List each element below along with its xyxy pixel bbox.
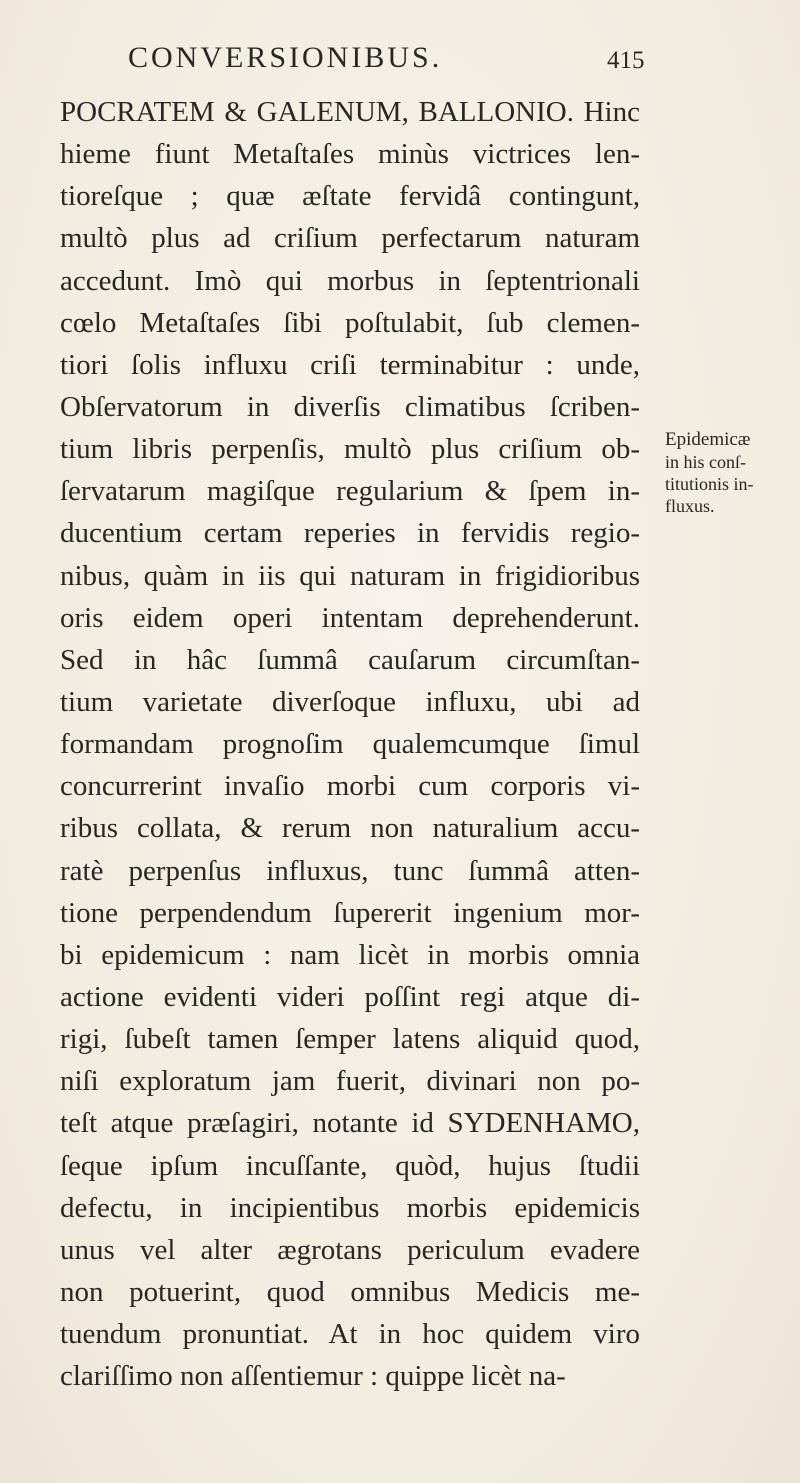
text-line: bi epidemicum : nam licèt in morbis omnia	[60, 938, 640, 971]
margin-note-line: Epidemicæ	[665, 429, 751, 450]
text-line: ducentium certam reperies in fervidis regio-	[60, 517, 640, 550]
text-line: tium libris perpenſis, multò plus criſium ob-	[60, 433, 640, 466]
text-line: ſeque ipſum incuſſante, quòd, hujus ſtudii	[60, 1149, 640, 1182]
text-line: multò plus ad criſium perfectarum naturam	[60, 222, 640, 255]
text-line: tioreſque ; quæ æſtate fervidâ contingunt,	[60, 180, 640, 213]
text-line: POCRATEM & GALENUM, BALLONIO. Hinc	[60, 96, 640, 128]
text-line: ribus collata, & rerum non naturalium accu-	[60, 812, 640, 845]
text-line: rigi, ſubeſt tamen ſemper latens aliquid quod,	[60, 1023, 640, 1056]
body-text	[60, 91, 640, 1397]
text-line: cœlo Metaſtaſes ſibi poſtulabit, ſub clemen-	[60, 306, 640, 339]
text-line: defectu, in incipientibus morbis epidemicis	[60, 1191, 640, 1224]
text-line: non potuerint, quod omnibus Medicis me-	[60, 1275, 640, 1308]
text-line: niſi exploratum jam fuerit, divinari non po-	[60, 1065, 640, 1098]
margin-note	[665, 429, 793, 517]
text-line: nibus, quàm in iis qui naturam in frigidioribus	[60, 559, 640, 592]
text-line: Obſervatorum in diverſis climatibus ſcriben-	[60, 390, 640, 423]
text-line: concurrerint invaſio morbi cum corporis vi-	[60, 770, 640, 803]
text-line: unus vel alter ægrotans periculum evadere	[60, 1233, 640, 1266]
text-line: ſervatarum magiſque regularium & ſpem in-	[60, 475, 640, 508]
text-line: hieme fiunt Metaſtaſes minùs victrices len-	[60, 138, 640, 171]
running-title: CONVERSIONIBUS.	[128, 41, 443, 74]
text-line: clariſſimo non aſſentiemur : quippe licèt na-	[60, 1360, 566, 1393]
text-line: Sed in hâc ſummâ cauſarum circumſtan-	[60, 643, 640, 676]
page-number: 415	[607, 47, 645, 74]
page-header	[0, 38, 800, 78]
text-line: oris eidem operi intentam deprehenderunt.	[60, 601, 640, 634]
text-line: tione perpendendum ſupererit ingenium mor-	[60, 896, 640, 929]
text-line: teſt atque præſagiri, notante id SYDENHAMO,	[60, 1107, 640, 1140]
text-line: tium varietate diverſoque influxu, ubi ad	[60, 685, 640, 718]
text-line: ratè perpenſus influxus, tunc ſummâ atten-	[60, 854, 640, 887]
margin-note-line: fluxus.	[665, 496, 715, 516]
text-line: formandam prognoſim qualemcumque ſimul	[60, 728, 640, 761]
text-line: tuendum pronuntiat. At in hoc quidem viro	[60, 1318, 640, 1351]
text-line: accedunt. Imò qui morbus in ſeptentrionali	[60, 264, 640, 297]
margin-note-line: titutionis in-	[665, 474, 754, 494]
text-line: actione evidenti videri poſſint regi atque di-	[60, 980, 640, 1013]
text-line: tiori ſolis influxu criſi terminabitur : unde,	[60, 348, 640, 381]
margin-note-line: in his conſ-	[665, 452, 746, 472]
